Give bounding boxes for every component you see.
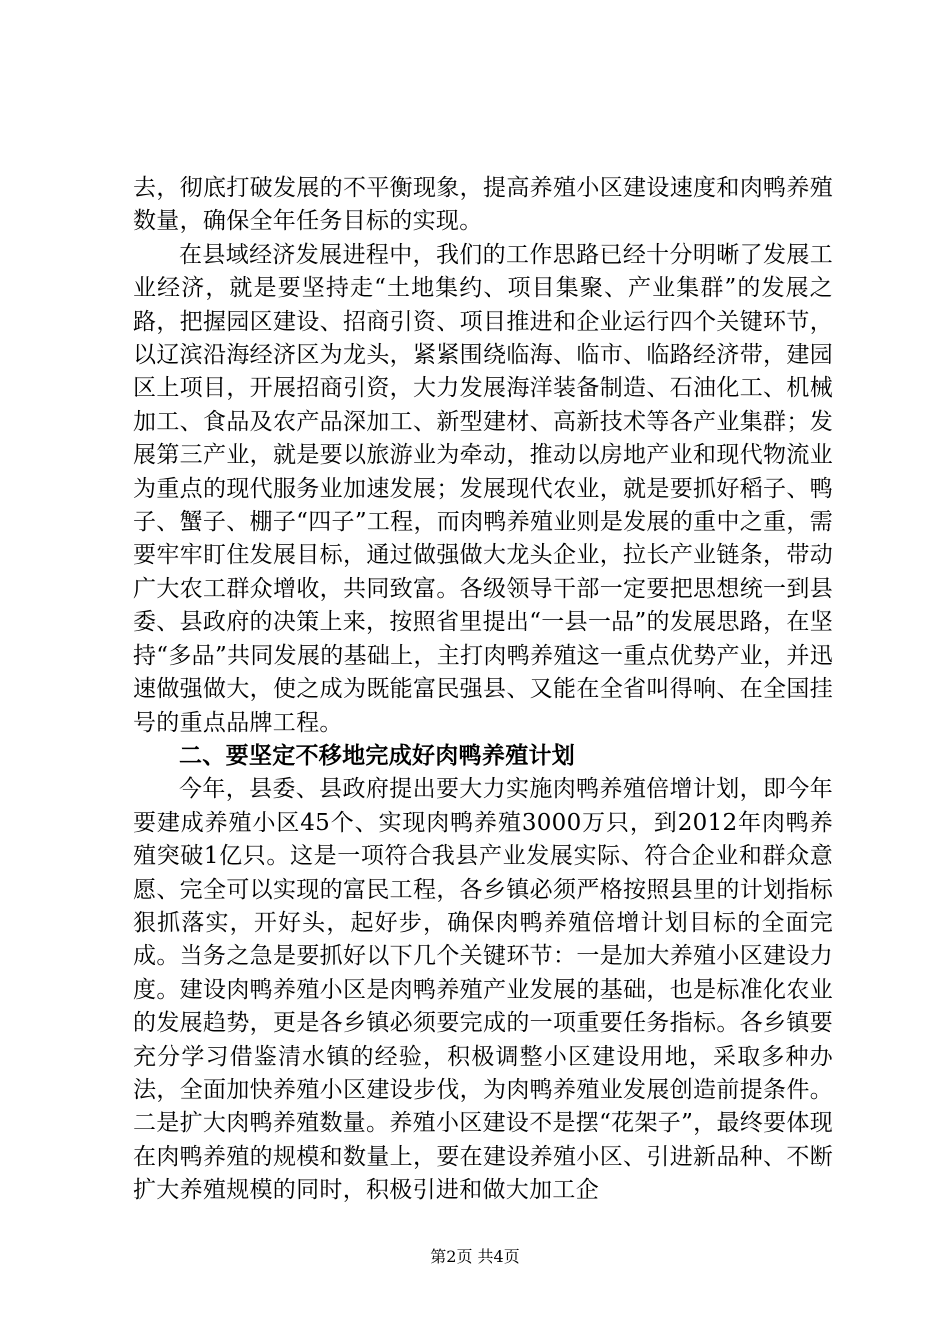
page-footer: 第2页 共4页 <box>430 1247 520 1266</box>
paragraph-duck-plan: 今年，县委、县政府提出要大力实施肉鸭养殖倍增计划，即今年要建成养殖小区45个、实现肉鸭养殖3000万只，到2012年肉鸭养殖突破1亿只。这是一项符合我县产业发展实际、符合企业和群众意愿、完全可以实现的富民工程，各乡镇必须严格按照县里的计划指标狠抓落实，开好头，起好步，确保肉鸭养殖倍增计划目标的全面完成。当务之急是要抓好以下几个关键环节：一是加大养殖小区建设力度。建设肉鸭养殖小区是肉鸭养殖产业发展的基础，也是标准化农业的发展趋势，更是各乡镇必须要完成的一项重要任务指标。各乡镇要充分学习借鉴清水镇的经验，积极调整小区建设用地，采取多种办法，全面加快养殖小区建设步伐，为肉鸭养殖业发展创造前提条件。二是扩大肉鸭养殖数量。养殖小区建设不是摆“花架子”，最终要体现在肉鸭养殖的规模和数量上，要在建设养殖小区、引进新品种、不断扩大养殖规模的同时，积极引进和做大加工企 <box>133 776 833 1204</box>
paragraph-continuation: 去，彻底打破发展的不平衡现象，提高养殖小区建设速度和肉鸭养殖数量，确保全年任务目标的实现。 <box>133 175 833 235</box>
document-body <box>133 172 833 1208</box>
section-heading: 二、要坚定不移地完成好肉鸭养殖计划 <box>179 742 576 769</box>
paragraph-county-economy: 在县域经济发展进程中，我们的工作思路已经十分明晰了发展工业经济，就是要坚持走“土地集约、项目集聚、产业集群”的发展之路，把握园区建设、招商引资、项目推进和企业运行四个关键环节，以辽滨沿海经济区为龙头，紧紧围绕临海、临市、临路经济带，建园区上项目，开展招商引资，大力发展海洋装备制造、石油化工、机械加工、食品及农产品深加工、新型建材、高新技术等各产业集群；发展第三产业，就是要以旅游业为牵动，推动以房地产业和现代物流业为重点的现代服务业加速发展；发展现代农业，就是要抓好稻子、鸭子、蟹子、棚子“四子”工程，而肉鸭养殖业则是发展的重中之重，需要牢牢盯住发展目标，通过做强做大龙头企业，拉长产业链条，带动广大农工群众增收，共同致富。各级领导干部一定要把思想统一到县委、县政府的决策上来，按照省里提出“一县一品”的发展思路，在坚持“多品”共同发展的基础上，主打肉鸭养殖这一重点优势产业，并迅速做强做大，使之成为既能富民强县、又能在全省叫得响、在全国挂号的重点品牌工程。 <box>133 241 833 736</box>
